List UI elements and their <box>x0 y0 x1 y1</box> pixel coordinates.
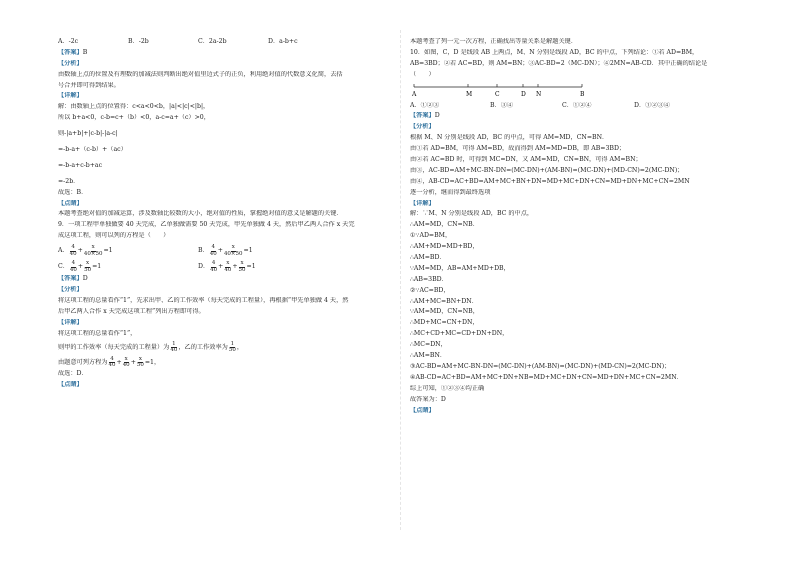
q10-stem-line: （ ） <box>410 70 435 78</box>
q9-detail-efficiency: 则甲的工作效率（每天完成的工程量）为 $\frac{1}{40}$ ，乙的工作效率为 $\frac{1}{50}$ ， <box>58 340 244 354</box>
label-d: D <box>521 90 526 98</box>
answer-tag: 【答案】 <box>58 48 83 56</box>
q8-detail-line: 解：由数轴上点的位置得：c<a<0<b，|a|<|c|<|b|， <box>58 103 210 111</box>
q9-stem-line: 9．一项工程甲单独做要 40 天完成，乙单独做需要 50 天完成，甲先单独做 4 天，然后甲乙两人合作 x 天完 <box>58 221 355 229</box>
q10-choice-a: A．①②③ <box>410 101 440 109</box>
q8-analysis-line: 号合并即可得到结果。 <box>58 81 120 89</box>
q8-choice-b: B．-2b <box>128 38 149 45</box>
q8-detail-line: =-b-a+c-b+ac <box>58 161 103 169</box>
right-column <box>410 38 755 417</box>
q9-choice-b: B． $\frac{4}{40}$ + $\frac{x}{40\times 50}$ =1 <box>198 243 253 257</box>
q10-comment-tag: 【点睛】 <box>410 406 435 414</box>
q10-detail-line: ∴AB=3BD． <box>410 275 448 283</box>
q10-detail-line: ①∵AD=BM， <box>410 232 452 240</box>
q10-detail-line: 综上可知，①②③④均正确 <box>410 384 485 392</box>
q10-detail-line: ∴MD+MC=CN+DN， <box>410 319 479 327</box>
q10-analysis-line: 由②若 AC=BD 时，可得到 MC=DN，又 AM=MD，CN=BN，可得 AM=BN； <box>410 156 642 164</box>
q10-detail-line: ∴AM=MD，CN=NB． <box>410 221 479 229</box>
q10-detail-line: ∴AM=BD． <box>410 254 446 262</box>
q10-analysis-line: 根据 M、N 分别是线段 AD，BC 的中点，可得 AM=MD，CN=BN． <box>410 134 609 142</box>
q8-detail-line: 所以 b+a<0，c-b=c+（b）<0，a-c=a+（c）>0， <box>58 114 210 122</box>
left-column <box>58 38 403 392</box>
q8-comment-tag: 【点睛】 <box>58 199 83 207</box>
segment-diagram <box>410 82 600 102</box>
q8-analysis-line: 由数轴上点的位置及有理数的加减法则判断出绝对值里边式子的正负，利用绝对值的代数意义化简，去括 <box>58 70 343 78</box>
q9-analysis-line: 后甲乙两人合作 x 天完成这项工程”列出方程即可得。 <box>58 307 205 315</box>
q9-detail-equation: 由题意可列方程为 $\frac{4}{40}$ + $\frac{x}{40}$ + $\frac{x}{50}$ =1， <box>58 355 161 369</box>
q9-stem-line: 成这项工程，则可以列的方程是（ ） <box>58 232 170 240</box>
number-line-figure <box>410 82 755 102</box>
label-b: B <box>580 90 585 98</box>
q9-choices-row1 <box>58 243 403 259</box>
q10-detail-line: ∴MC=DN， <box>410 341 447 349</box>
q8-answer <box>58 49 403 60</box>
q10-analysis-line: 由③，AC-BD=AM+MC-BN-DN=(MC-DN)+(AM-BN)=(MC-DN)+(MD-CN)=2(MC-DN)； <box>410 166 684 174</box>
q10-analysis-line: 逐一分析，继而得到最终选项 <box>410 188 491 196</box>
q10-detail-line: ④AB-CD=AC+BD=AM+MC+DN+NB=MD+MC+DN+CN=MD+DN+MC+CN=2MN． <box>410 373 683 381</box>
q9-select: 故选：D． <box>58 370 88 378</box>
q10-detail-line: ∵AM=MD，AB=AM+MD+DB， <box>410 264 510 272</box>
label-n: N <box>536 90 542 98</box>
q8-comment: 本题考查绝对值的加减运算，涉及数轴比较数的大小，绝对值的性质，掌握绝对值的意义是解题的关键． <box>58 210 343 218</box>
label-c: C <box>495 90 500 98</box>
q10-detail-line: 故答案为：D <box>410 395 446 403</box>
q9-choice-d: D． $\frac{4}{40}$ + $\frac{x}{40}$ + $\frac{x}{50}$ =1 <box>198 259 256 273</box>
label-m: M <box>466 90 473 98</box>
answer-value: B <box>82 48 88 56</box>
q9-analysis-tag: 【分析】 <box>58 286 83 294</box>
prev-comment: 本题考查了列一元一次方程，正确找出等量关系是解题关键． <box>410 38 578 45</box>
q8-choice-a: A．-2c <box>58 38 79 45</box>
q8-choice-d: D．a-b+c <box>268 38 298 45</box>
q9-detail-line: 将这项工程的总量看作“1”， <box>58 329 137 337</box>
q9-choices-row2 <box>58 259 403 275</box>
q9-choice-c: C． $\frac{4}{40}$ + $\frac{x}{50}$ =1 <box>58 259 102 273</box>
q10-analysis-line: 由④，AB-CD=AC+BD=AM+MC+BN+DN=MD+MC+DN+CN=MD+DN+MC+CN=2MN <box>410 177 690 185</box>
q10-detail-line: 解：∵M、N 分别是线段 AD，BC 的中点， <box>410 210 534 218</box>
q10-detail-tag: 【详解】 <box>410 199 435 207</box>
q8-detail-line: =-b-a+（c-b）+（ac） <box>58 146 127 154</box>
q8-detail-line: 则-|a+b|+|c-b|-|a-c| <box>58 130 118 138</box>
q10-detail-line: ③AC-BD=AM+MC-BN-DN=(MC-DN)+(AM-BN)=(MC-DN)+(MD-CN)=2(MC-DN)； <box>410 362 671 370</box>
q10-detail-line: ∵AM=MD，CN=NB， <box>410 308 479 316</box>
q8-choice-c: C．2a-2b <box>198 38 227 45</box>
q9-detail-tag: 【详解】 <box>58 318 83 326</box>
q10-analysis-line: 由①若 AD=BM，可得 AM=BD，故而得到 AM=MD=DB，即 AB=3BD； <box>410 145 626 153</box>
q8-detail-line: =-2b． <box>58 177 80 185</box>
q8-detail-tag: 【详解】 <box>58 92 83 100</box>
q10-detail-line: ∴AM=BN． <box>410 352 447 360</box>
label-a: A <box>412 90 417 98</box>
q10-detail-line: ∴AM+MC=BN+DN． <box>410 297 478 305</box>
q10-choices <box>410 102 755 113</box>
q8-detail-line: 故选：B． <box>58 188 88 196</box>
q10-stem-line: 10．如图，C，D 是线段 AB 上两点，M、N 分别是线段 AD，BC 的中点，下列结论：①若 AD=BM， <box>410 48 699 56</box>
q8-analysis-tag: 【分析】 <box>58 59 83 67</box>
q10-stem-line: AB=3BD；②若 AC=BD，则 AM=BN；③AC-BD=2（MC-DN）；④2MN=AB-CD．其中正确的结论是 <box>410 59 708 67</box>
q10-detail-line: ∴MC+CD+MC=CD+DN+DN， <box>410 330 509 338</box>
q10-detail-line: ∴AM+MD=MD+BD， <box>410 243 479 251</box>
q10-choice-d: D．①②③④ <box>634 101 670 109</box>
q9-analysis-line: 将这项工程的总量看作“1”，先求出甲、乙的工作效率（每天完成的工程量），再根据“甲先单独做 4 天，然 <box>58 296 349 304</box>
q9-comment-tag: 【点睛】 <box>58 381 83 389</box>
q10-detail-line: ②∵AC=BD， <box>410 286 450 294</box>
q9-answer: 【答案】D <box>58 275 88 283</box>
q10-answer: 【答案】D <box>410 112 440 120</box>
q10-choice-c: C．①②④ <box>562 101 592 109</box>
q10-choice-b: B．③④ <box>490 101 514 109</box>
q10-analysis-tag: 【分析】 <box>410 123 435 131</box>
q8-choices <box>58 38 403 49</box>
q9-choice-a: A． $\frac{4}{40}$ + $\frac{x}{40\times 50}$ =1 <box>58 243 113 257</box>
